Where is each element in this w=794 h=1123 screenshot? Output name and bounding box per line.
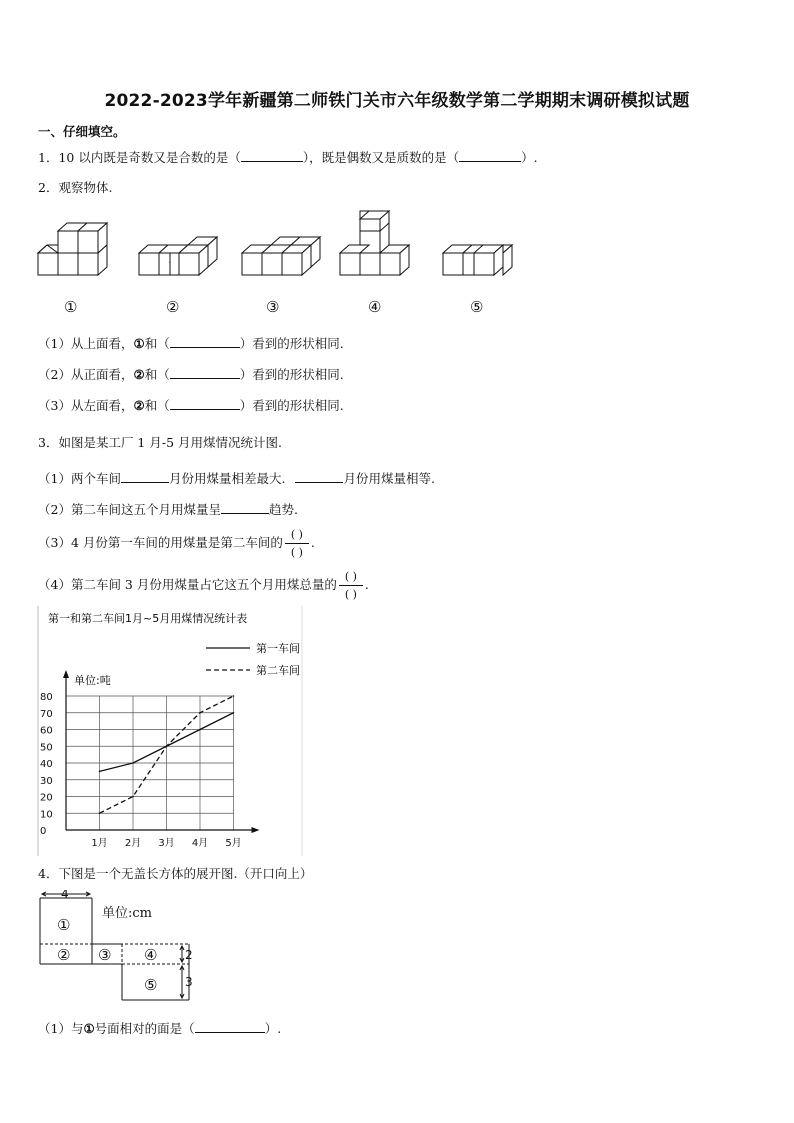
q3-1-text-a: （1）两个车间 <box>38 471 121 486</box>
question-2-1 <box>38 334 344 352</box>
legend-label-2: 第二车间 <box>256 664 300 677</box>
face-5: ⑤ <box>144 976 158 994</box>
q1-blank-2[interactable] <box>459 149 521 162</box>
series-2-point <box>166 745 168 747</box>
face-3: ③ <box>98 946 112 964</box>
series-2-point <box>99 812 101 814</box>
question-2-2 <box>38 365 344 383</box>
y-tick-label: 70 <box>40 708 53 720</box>
y-tick-label: 60 <box>40 725 53 737</box>
y-tick-label: 20 <box>40 792 53 804</box>
q3-3-text-a: （3）4 月份第一车间的用煤量是第二车间的 <box>38 535 283 550</box>
q3-1-text-c: 月份用煤量相等. <box>343 471 435 486</box>
q3-1-blank-1[interactable] <box>121 470 169 483</box>
series-1-point <box>99 771 101 773</box>
dimension-right-1: 2 <box>185 948 193 962</box>
q2-2-text-c: ）看到的形状相同. <box>239 367 344 382</box>
q2-1-text-a: （1）从上面看， <box>38 336 134 351</box>
cube-figure-5 <box>443 245 512 275</box>
cube-figure-2 <box>139 237 217 275</box>
q2-3-text-a: （3）从左面看， <box>38 398 134 413</box>
q1-blank-1[interactable] <box>241 149 303 162</box>
q3-3-text-c: . <box>310 535 315 550</box>
q2-2-blank[interactable] <box>170 366 240 379</box>
x-tick-label: 2月 <box>124 838 142 849</box>
y-tick-label: 40 <box>40 759 53 770</box>
series-1-point <box>199 729 201 731</box>
q2-1-text-b: 和（ <box>144 336 170 351</box>
q2-1-text-c: ）看到的形状相同. <box>239 336 344 351</box>
q3-2-text-a: （2）第二车间这五个月用煤量呈 <box>38 502 221 517</box>
q2-3-ref: ② <box>133 398 145 413</box>
y-axis-arrow <box>63 670 69 678</box>
unit-label: 单位:cm <box>102 906 152 921</box>
y-tick-label: 0 <box>40 826 47 837</box>
x-tick-label: 4月 <box>191 838 209 849</box>
q2-2-ref: ② <box>133 367 145 382</box>
cube-figure-4 <box>340 211 409 275</box>
x-tick-label: 3月 <box>158 838 175 849</box>
q2-3-text-b: 和（ <box>144 398 170 413</box>
y-tick-label: 80 <box>40 692 53 703</box>
question-3-heading: 3．如图是某工厂 1 月-5 月用煤情况统计图. <box>38 435 282 450</box>
dimension-right-2: 3 <box>185 975 193 989</box>
face-2: ② <box>57 946 71 964</box>
question-4-heading: 4．下图是一个无盖长方体的展开图.（开口向上） <box>38 866 313 881</box>
coal-usage-chart <box>36 606 306 856</box>
chart-title: 第一和第二车间1月~5月用煤情况统计表 <box>48 612 248 625</box>
question-2-heading: 2．观察物体. <box>38 180 113 195</box>
q3-1-text-b: 月份用煤量相差最大. <box>168 471 286 486</box>
question-3-4 <box>38 570 369 601</box>
figure-label-5: ⑤ <box>470 298 484 316</box>
q3-2-text-b: 趋势. <box>268 502 298 517</box>
series-2-point <box>132 796 134 798</box>
y-axis-unit-label: 单位:吨 <box>74 674 111 687</box>
page-title: 2022-2023学年新疆第二师铁门关市六年级数学第二学期期末调研模拟试题 <box>104 91 690 111</box>
q2-1-ref: ① <box>133 336 145 351</box>
question-4-1 <box>38 1019 281 1037</box>
q3-1-blank-2[interactable] <box>295 470 343 483</box>
series-1-point <box>233 712 235 714</box>
q4-1-text-c: ）. <box>264 1021 282 1036</box>
question-3-3 <box>38 528 315 559</box>
fraction-denominator: ( ) <box>344 588 357 601</box>
series-2-point <box>199 712 201 714</box>
y-tick-label: 30 <box>40 775 53 787</box>
cube-figure-1 <box>38 223 107 275</box>
q4-1-blank[interactable] <box>195 1020 265 1033</box>
q3-2-blank[interactable] <box>221 501 269 514</box>
section-heading: 一、仔细填空。 <box>38 124 126 139</box>
q2-3-text-c: ）看到的形状相同. <box>239 398 344 413</box>
x-axis-arrow <box>252 827 260 833</box>
q4-1-text-b: 号面相对的面是（ <box>94 1021 195 1036</box>
figure-label-1: ① <box>64 298 78 316</box>
q2-1-blank[interactable] <box>170 335 240 348</box>
face-4: ④ <box>144 946 158 964</box>
q3-4-text-a: （4）第二车间 3 月份用煤量占它这五个月用煤总量的 <box>38 577 337 592</box>
series-1-point <box>132 762 134 764</box>
face-1: ① <box>57 916 71 934</box>
dimension-top: 4 <box>61 890 69 901</box>
question-1 <box>38 148 538 166</box>
fraction-denominator: ( ) <box>290 546 303 559</box>
question-2-3 <box>38 396 344 414</box>
figure-label-4: ④ <box>368 298 382 316</box>
fraction-numerator: ( ) <box>344 570 357 583</box>
question-3-1 <box>38 469 435 487</box>
q2-2-text-a: （2）从正面看， <box>38 367 134 382</box>
q4-1-text-a: （1）与 <box>38 1021 84 1036</box>
q1-text-a: 1．10 以内既是奇数又是合数的是（ <box>38 150 241 165</box>
series-2-point <box>233 695 235 697</box>
q1-text-c: ）. <box>521 150 538 165</box>
q2-2-text-b: 和（ <box>144 367 170 382</box>
q4-1-ref: ① <box>83 1021 95 1036</box>
fraction-numerator: ( ) <box>290 528 303 541</box>
x-tick-label: 1月 <box>91 838 108 849</box>
q3-3-fraction[interactable] <box>285 528 309 559</box>
cube-figures <box>30 205 530 285</box>
q2-3-blank[interactable] <box>170 397 240 410</box>
x-tick-label: 5月 <box>225 838 242 849</box>
q1-text-b: ），既是偶数又是质数的是（ <box>302 150 460 165</box>
question-3-2 <box>38 500 298 518</box>
y-tick-label: 10 <box>40 809 53 821</box>
q3-4-text-c: . <box>364 577 369 592</box>
cube-figure-3 <box>242 237 320 275</box>
figure-label-2: ② <box>166 298 180 316</box>
q3-4-fraction[interactable] <box>339 570 363 601</box>
y-tick-label: 50 <box>40 742 53 754</box>
figure-label-3: ③ <box>266 298 280 316</box>
legend-label-1: 第一车间 <box>256 642 300 655</box>
